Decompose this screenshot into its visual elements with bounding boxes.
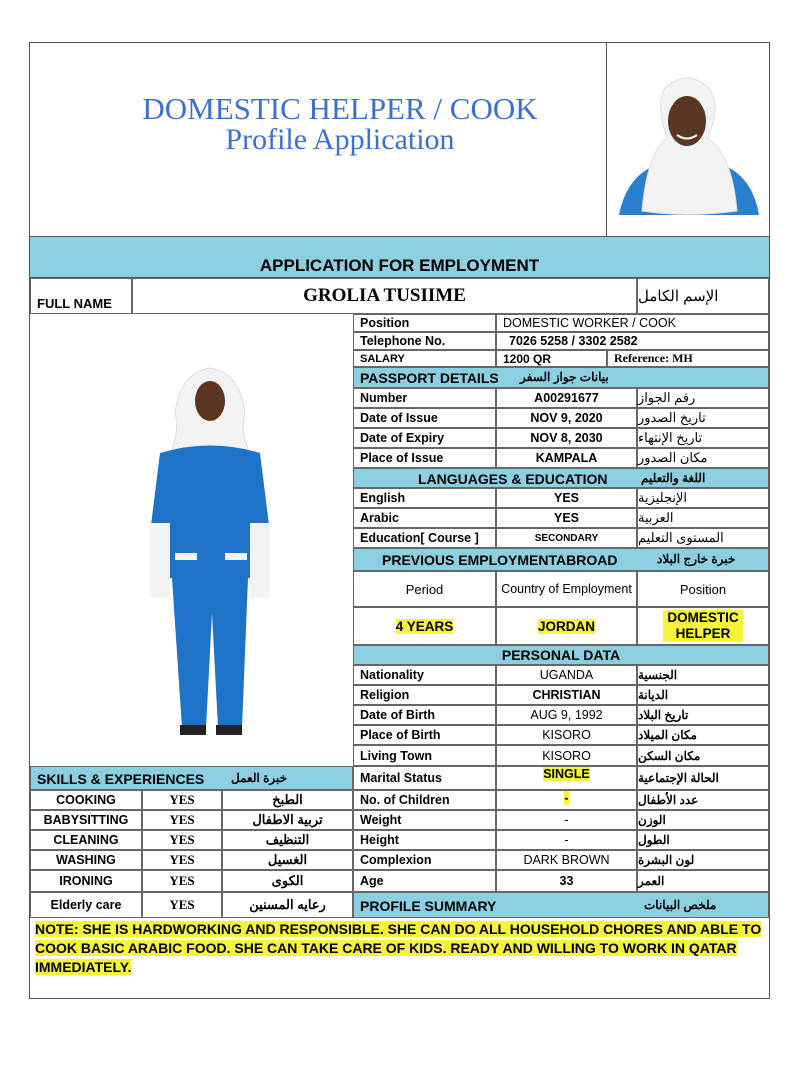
period-value: 4 YEARS [395, 618, 454, 634]
portrait-photo [607, 43, 769, 236]
passport-row-ar: مكان الصدور [637, 448, 769, 468]
telephone-value: 7026 5258 / 3302 2582 [496, 332, 769, 350]
country-value: JORDAN [537, 618, 595, 634]
personal-row-label: Date of Birth [353, 705, 496, 725]
personal-row-label: Height [353, 830, 496, 850]
language-row-ar: المستوى التعليم [637, 528, 769, 548]
profile-note [35, 920, 765, 977]
skills-heading: SKILLS & EXPERIENCES [37, 771, 205, 787]
salary-value: 1200 QR [496, 350, 607, 367]
profile-note-text: NOTE: SHE IS HARDWORKING AND RESPONSIBLE. SHE CAN DO ALL HOUSEHOLD CHORES AND ABLE TO COOK BASIC ARABIC FOOD. SHE CAN TAKE CARE OF KIDS. READY AND WILLING TO WORK IN QATAR IMMEDIATELY. [35, 921, 762, 975]
skill-row-ar: التنظيف [222, 830, 353, 850]
skill-row-label: Elderly care [30, 892, 142, 918]
personal-row-ar: الحالة الإجتماعية [637, 766, 769, 790]
personal-row-value: DARK BROWN [523, 853, 610, 867]
title-line2: Profile Application [225, 123, 455, 156]
skill-row-ar: الطبخ [222, 790, 353, 810]
languages-heading: LANGUAGES & EDUCATION [418, 471, 608, 487]
skill-row-value: YES [142, 830, 222, 850]
personal-row-value: SINGLE [543, 767, 590, 781]
personal-row-label: Living Town [353, 745, 496, 766]
prev-position-cell [637, 607, 769, 645]
personal-row-value: AUG 9, 1992 [530, 708, 603, 722]
skill-row-value: YES [142, 892, 222, 918]
personal-row-value: - [564, 833, 569, 847]
position-header: Position [637, 571, 769, 607]
personal-row-value-cell [496, 870, 637, 892]
header [30, 43, 607, 236]
personal-row-label: Age [353, 870, 496, 892]
passport-heading-row [353, 367, 769, 388]
language-row-ar: الإنجليزية [637, 488, 769, 508]
skill-row-ar: الغسيل [222, 850, 353, 870]
title-line1: DOMESTIC HELPER / COOK [142, 91, 538, 126]
personal-row-ar: مكان السكن [637, 745, 769, 766]
personal-row-value-cell [496, 810, 637, 830]
skill-row-label: WASHING [30, 850, 142, 870]
skill-row-value: YES [142, 810, 222, 830]
skill-row-label: IRONING [30, 870, 142, 892]
telephone-label: Telephone No. [353, 332, 496, 350]
full-body-photo [130, 353, 290, 743]
personal-row-value: - [564, 813, 569, 827]
passport-row-label: Place of Issue [353, 448, 496, 468]
full-name-value: GROLIA TUSIIME [132, 278, 637, 314]
language-row-label: Education[ Course ] [353, 528, 496, 548]
personal-row-label: Place of Birth [353, 725, 496, 745]
previous-heading-row [353, 548, 769, 571]
personal-row-label: Nationality [353, 665, 496, 685]
summary-heading-ar: ملخص البيانات [644, 898, 717, 912]
personal-row-value-cell [496, 665, 637, 685]
previous-heading-ar: خبرة خارج البلاد [657, 552, 736, 566]
skill-row-ar: تربية الاطفال [222, 810, 353, 830]
personal-row-ar: العمر [637, 870, 769, 892]
skill-row-value: YES [142, 850, 222, 870]
passport-row-value: NOV 9, 2020 [496, 408, 637, 428]
passport-row-label: Number [353, 388, 496, 408]
passport-heading-ar: بيانات جواز السفر [520, 370, 609, 384]
personal-row-label: No. of Children [353, 790, 496, 810]
period-header: Period [353, 571, 496, 607]
personal-row-value-cell [496, 745, 637, 766]
personal-row-value: KISORO [542, 728, 591, 742]
personal-row-value-cell [496, 830, 637, 850]
language-row-ar: العربية [637, 508, 769, 528]
country-header: Country of Employment [496, 571, 637, 607]
personal-row-value: 33 [559, 874, 574, 888]
period-cell [353, 607, 496, 645]
passport-row-label: Date of Issue [353, 408, 496, 428]
passport-row-value: NOV 8, 2030 [496, 428, 637, 448]
personal-row-label: Religion [353, 685, 496, 705]
full-name-label: FULL NAME [30, 278, 132, 314]
personal-row-label: Marital Status [353, 766, 496, 790]
personal-row-value: KISORO [542, 748, 591, 763]
personal-row-ar: الطول [637, 830, 769, 850]
language-row-label: Arabic [353, 508, 496, 528]
personal-row-ar: مكان الميلاد [637, 725, 769, 745]
personal-row-ar: الوزن [637, 810, 769, 830]
band-title: APPLICATION FOR EMPLOYMENT [259, 256, 540, 275]
personal-row-label: Weight [353, 810, 496, 830]
personal-heading: PERSONAL DATA [353, 645, 769, 665]
personal-row-ar: الديانة [637, 685, 769, 705]
skill-row-label: COOKING [30, 790, 142, 810]
reference: Reference: MH [607, 350, 769, 367]
previous-heading: PREVIOUS EMPLOYMENTABROAD [382, 552, 618, 568]
personal-row-ar: لون البشرة [637, 850, 769, 870]
language-row-value: YES [496, 488, 637, 508]
skill-row-value: YES [142, 790, 222, 810]
summary-heading: PROFILE SUMMARY [360, 898, 497, 914]
personal-row-value: UGANDA [539, 668, 594, 682]
position-value: DOMESTIC WORKER / COOK [496, 314, 769, 332]
personal-row-value-cell [496, 790, 637, 810]
personal-row-ar: الجنسية [637, 665, 769, 685]
language-row-value: YES [496, 508, 637, 528]
passport-row-value: A00291677 [496, 388, 637, 408]
country-cell [496, 607, 637, 645]
language-row-value: SECONDARY [496, 528, 637, 548]
personal-row-value: - [564, 791, 569, 805]
full-name-label-ar: الإسم الكامل [637, 278, 769, 314]
personal-row-label: Complexion [353, 850, 496, 870]
personal-row-value-cell [496, 725, 637, 745]
skill-row-value: YES [142, 870, 222, 892]
personal-row-value-cell [496, 850, 637, 870]
skills-heading-row [30, 766, 353, 790]
position-label: Position [353, 314, 496, 332]
passport-row-ar: تاريخ الصدور [637, 408, 769, 428]
language-row-label: English [353, 488, 496, 508]
personal-row-ar: عدد الأطفال [637, 790, 769, 810]
passport-heading: PASSPORT DETAILS [360, 370, 499, 386]
application-form [29, 42, 770, 999]
skill-row-ar: الكوى [222, 870, 353, 892]
personal-row-value-cell [496, 766, 637, 790]
passport-row-label: Date of Expiry [353, 428, 496, 448]
skill-row-ar: رعايه المسنين [222, 892, 353, 918]
passport-row-ar: رقم الجواز [637, 388, 769, 408]
passport-row-ar: تاريخ الإنتهاء [637, 428, 769, 448]
languages-heading-row [353, 468, 769, 488]
skills-heading-ar: خبرة العمل [231, 771, 288, 785]
prev-position-value: DOMESTIC HELPER [663, 610, 743, 642]
skill-row-label: CLEANING [30, 830, 142, 850]
passport-row-value: KAMPALA [496, 448, 637, 468]
skill-row-label: BABYSITTING [30, 810, 142, 830]
summary-heading-row [353, 892, 769, 918]
personal-row-value: CHRISTIAN [532, 688, 601, 702]
languages-heading-ar: اللغة والتعليم [641, 471, 706, 485]
personal-row-value-cell [496, 685, 637, 705]
personal-row-value-cell [496, 705, 637, 725]
salary-label: SALARY [353, 350, 496, 367]
title-band [30, 236, 769, 278]
personal-row-ar: تاريخ البلاد [637, 705, 769, 725]
